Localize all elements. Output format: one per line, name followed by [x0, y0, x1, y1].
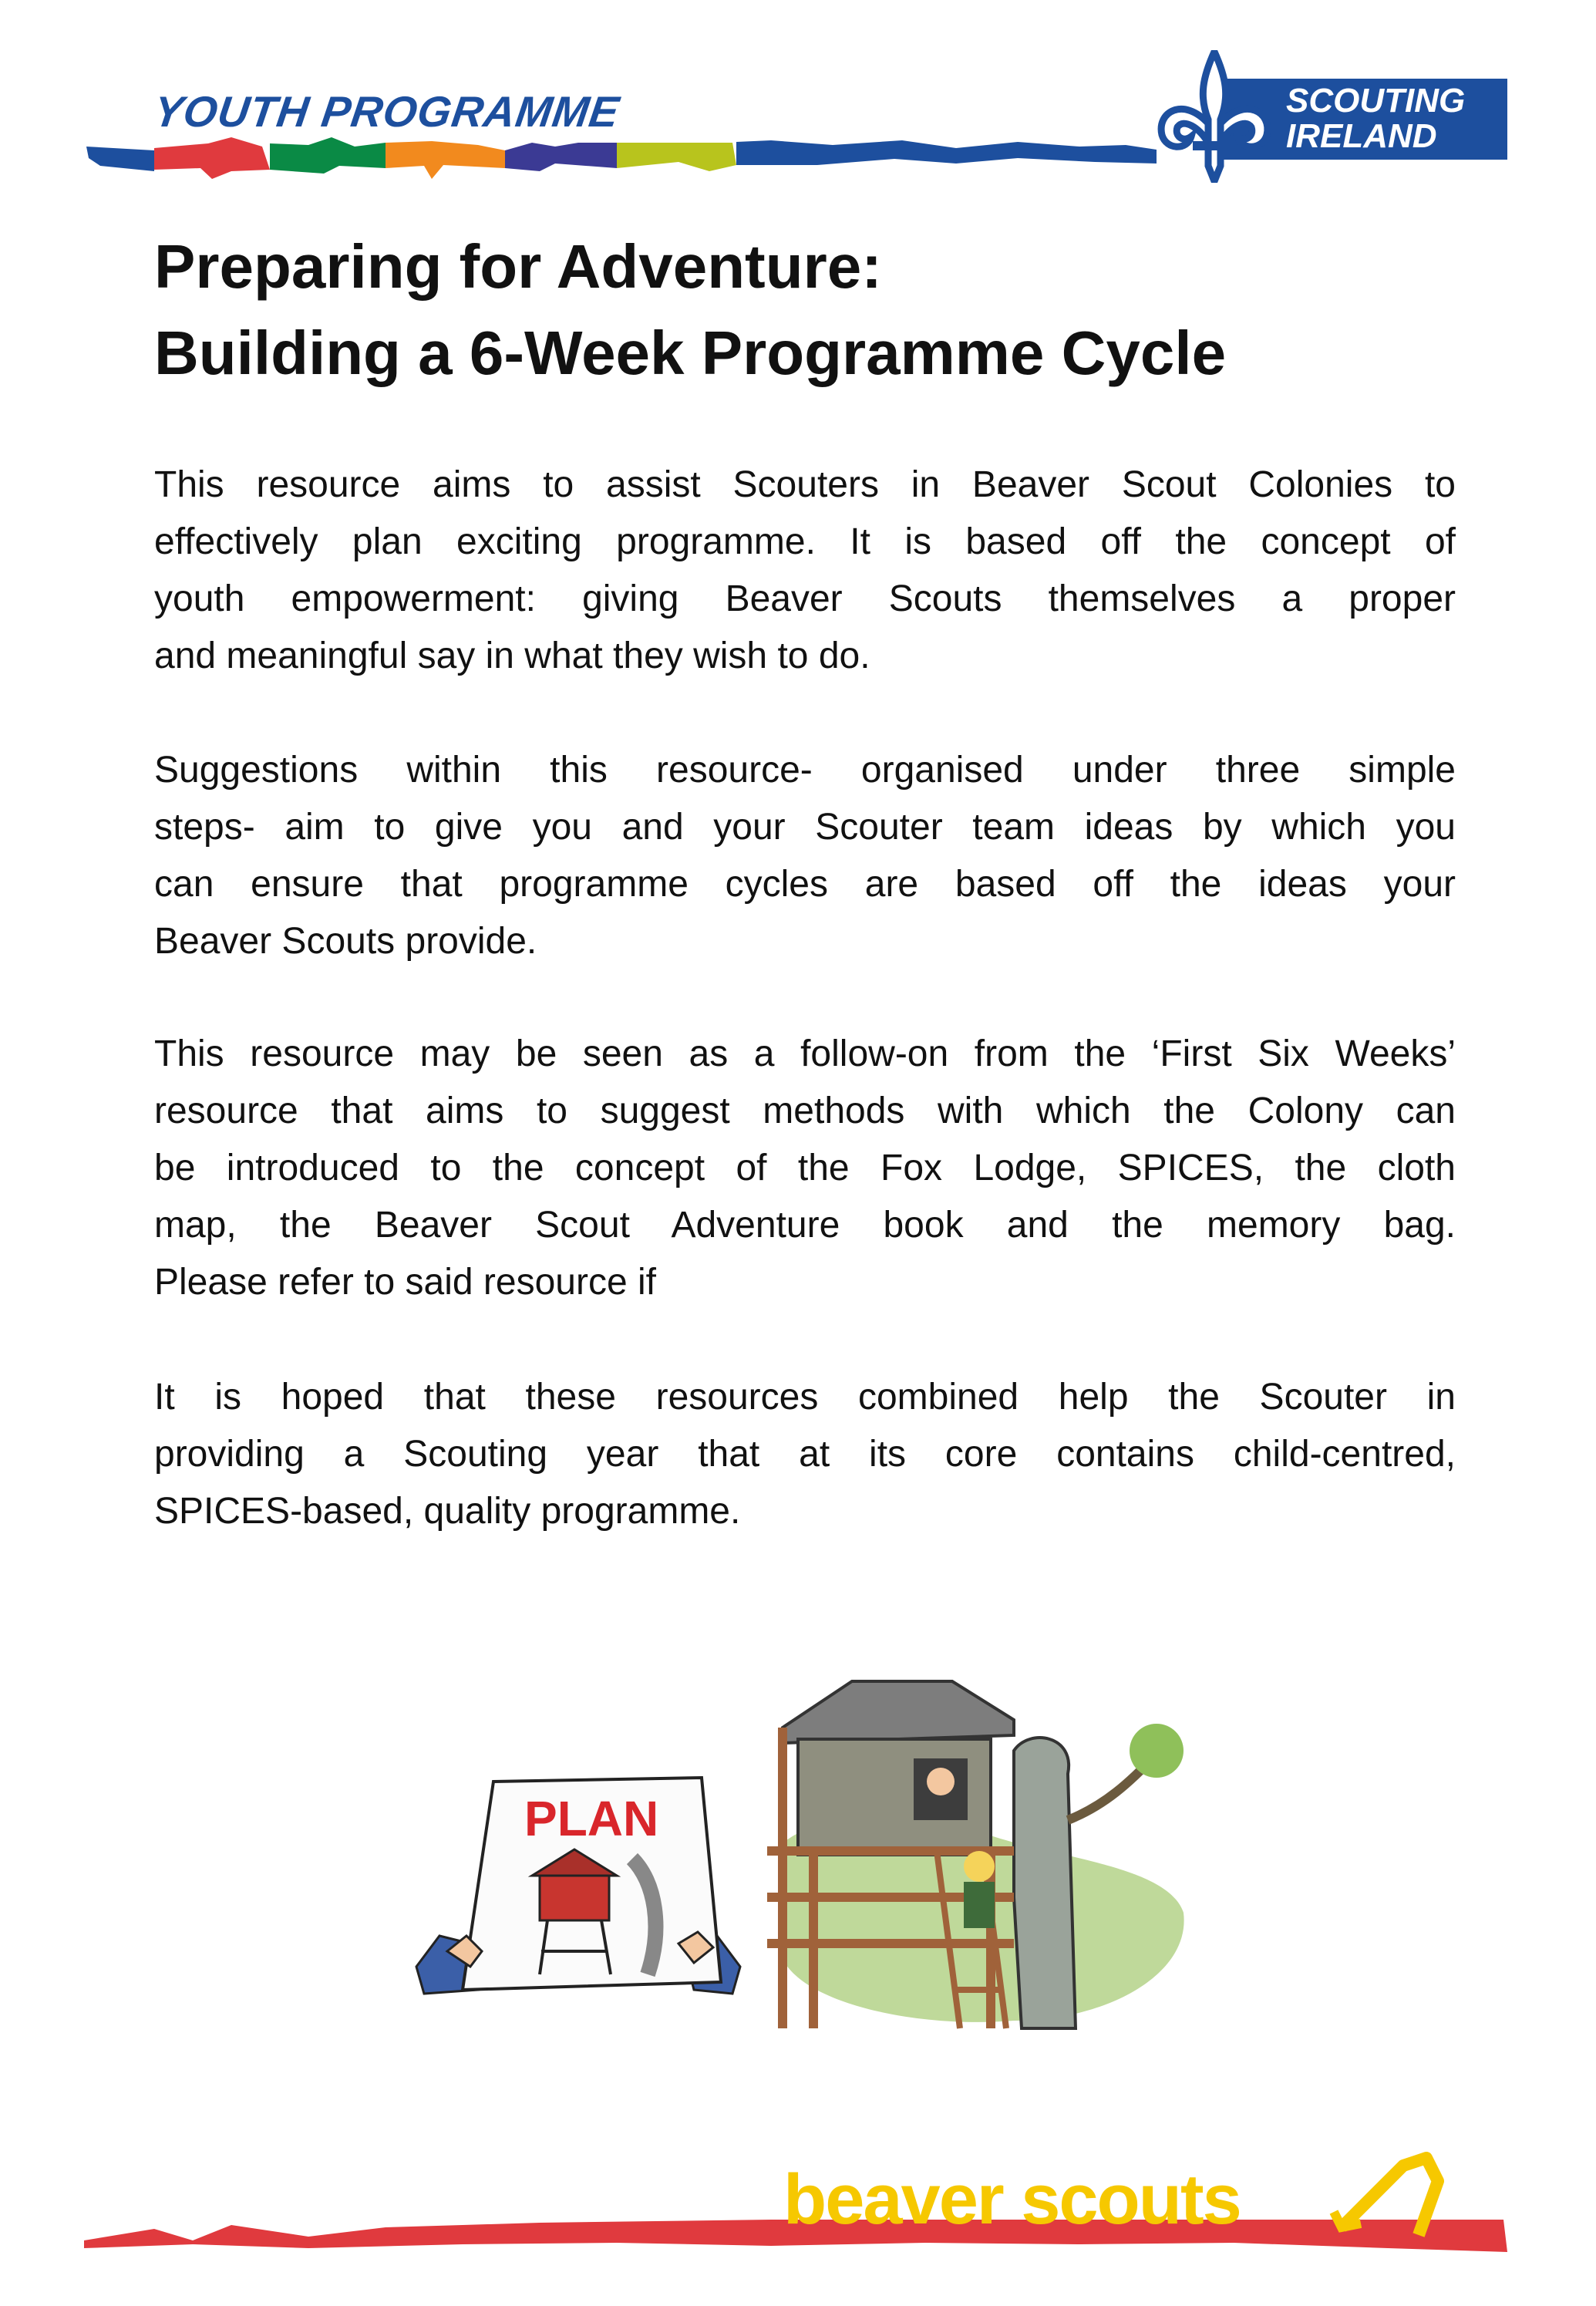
- beaver-arrow-icon: [1326, 2150, 1450, 2243]
- logo-text-line2: IRELAND: [1286, 117, 1437, 155]
- text-line: providing a Scouting year that at its core contains child-centred,: [154, 1434, 1456, 1475]
- text-line: This resource aims to assist Scouters in Beaver Scout Colonies to: [154, 464, 1456, 505]
- text-line: Please refer to said resource if: [154, 1262, 656, 1303]
- paragraph-intro: [154, 457, 1456, 685]
- text-line: steps- aim to give you and your Scouter team ideas by which you: [154, 807, 1456, 848]
- beaver-scouts-logo: beaver scouts: [783, 2160, 1241, 2239]
- text-line: resource that aims to suggest methods with which the Colony can: [154, 1091, 1456, 1131]
- text-line: SPICES-based, quality programme.: [154, 1491, 741, 1532]
- youth-programme-label: YOUTH PROGRAMME: [150, 87, 623, 136]
- text-line: Beaver Scouts provide.: [154, 921, 537, 962]
- footer: [0, 2129, 1596, 2306]
- text-line: be introduced to the concept of the Fox Lodge, SPICES, the cloth: [154, 1148, 1456, 1188]
- text-line: This resource may be seen as a follow-on from the ‘First Six Weeks’: [154, 1033, 1456, 1074]
- text-line: It is hoped that these resources combined help the Scouter in: [154, 1377, 1456, 1418]
- fleur-de-lis-icon: [1153, 50, 1276, 183]
- page-title-line1: Preparing for Adventure:: [154, 232, 882, 301]
- paragraph-follow-on: [154, 1026, 1456, 1311]
- plan-poster-illustration: [409, 1758, 748, 1998]
- text-line: Suggestions within this resource- organised under three simple: [154, 750, 1456, 791]
- paragraph-suggestions: [154, 742, 1456, 970]
- text-line: youth empowerment: giving Beaver Scouts themselves a proper: [154, 578, 1456, 619]
- text-line: and meaningful say in what they wish to do.: [154, 635, 870, 676]
- plan-sign-text: PLAN: [524, 1791, 659, 1846]
- text-line: can ensure that programme cycles are based off the ideas your: [154, 864, 1456, 905]
- text-line: effectively plan exciting programme. It is based off the concept of: [154, 521, 1456, 562]
- logo-text-line1: SCOUTING: [1286, 82, 1466, 120]
- header: [0, 0, 1596, 185]
- text-line: map, the Beaver Scout Adventure book and the memory bag.: [154, 1205, 1456, 1246]
- paragraph-conclusion: [154, 1369, 1456, 1540]
- treehouse-illustration: [736, 1666, 1199, 2036]
- page-title-line2: Building a 6-Week Programme Cycle: [154, 319, 1227, 387]
